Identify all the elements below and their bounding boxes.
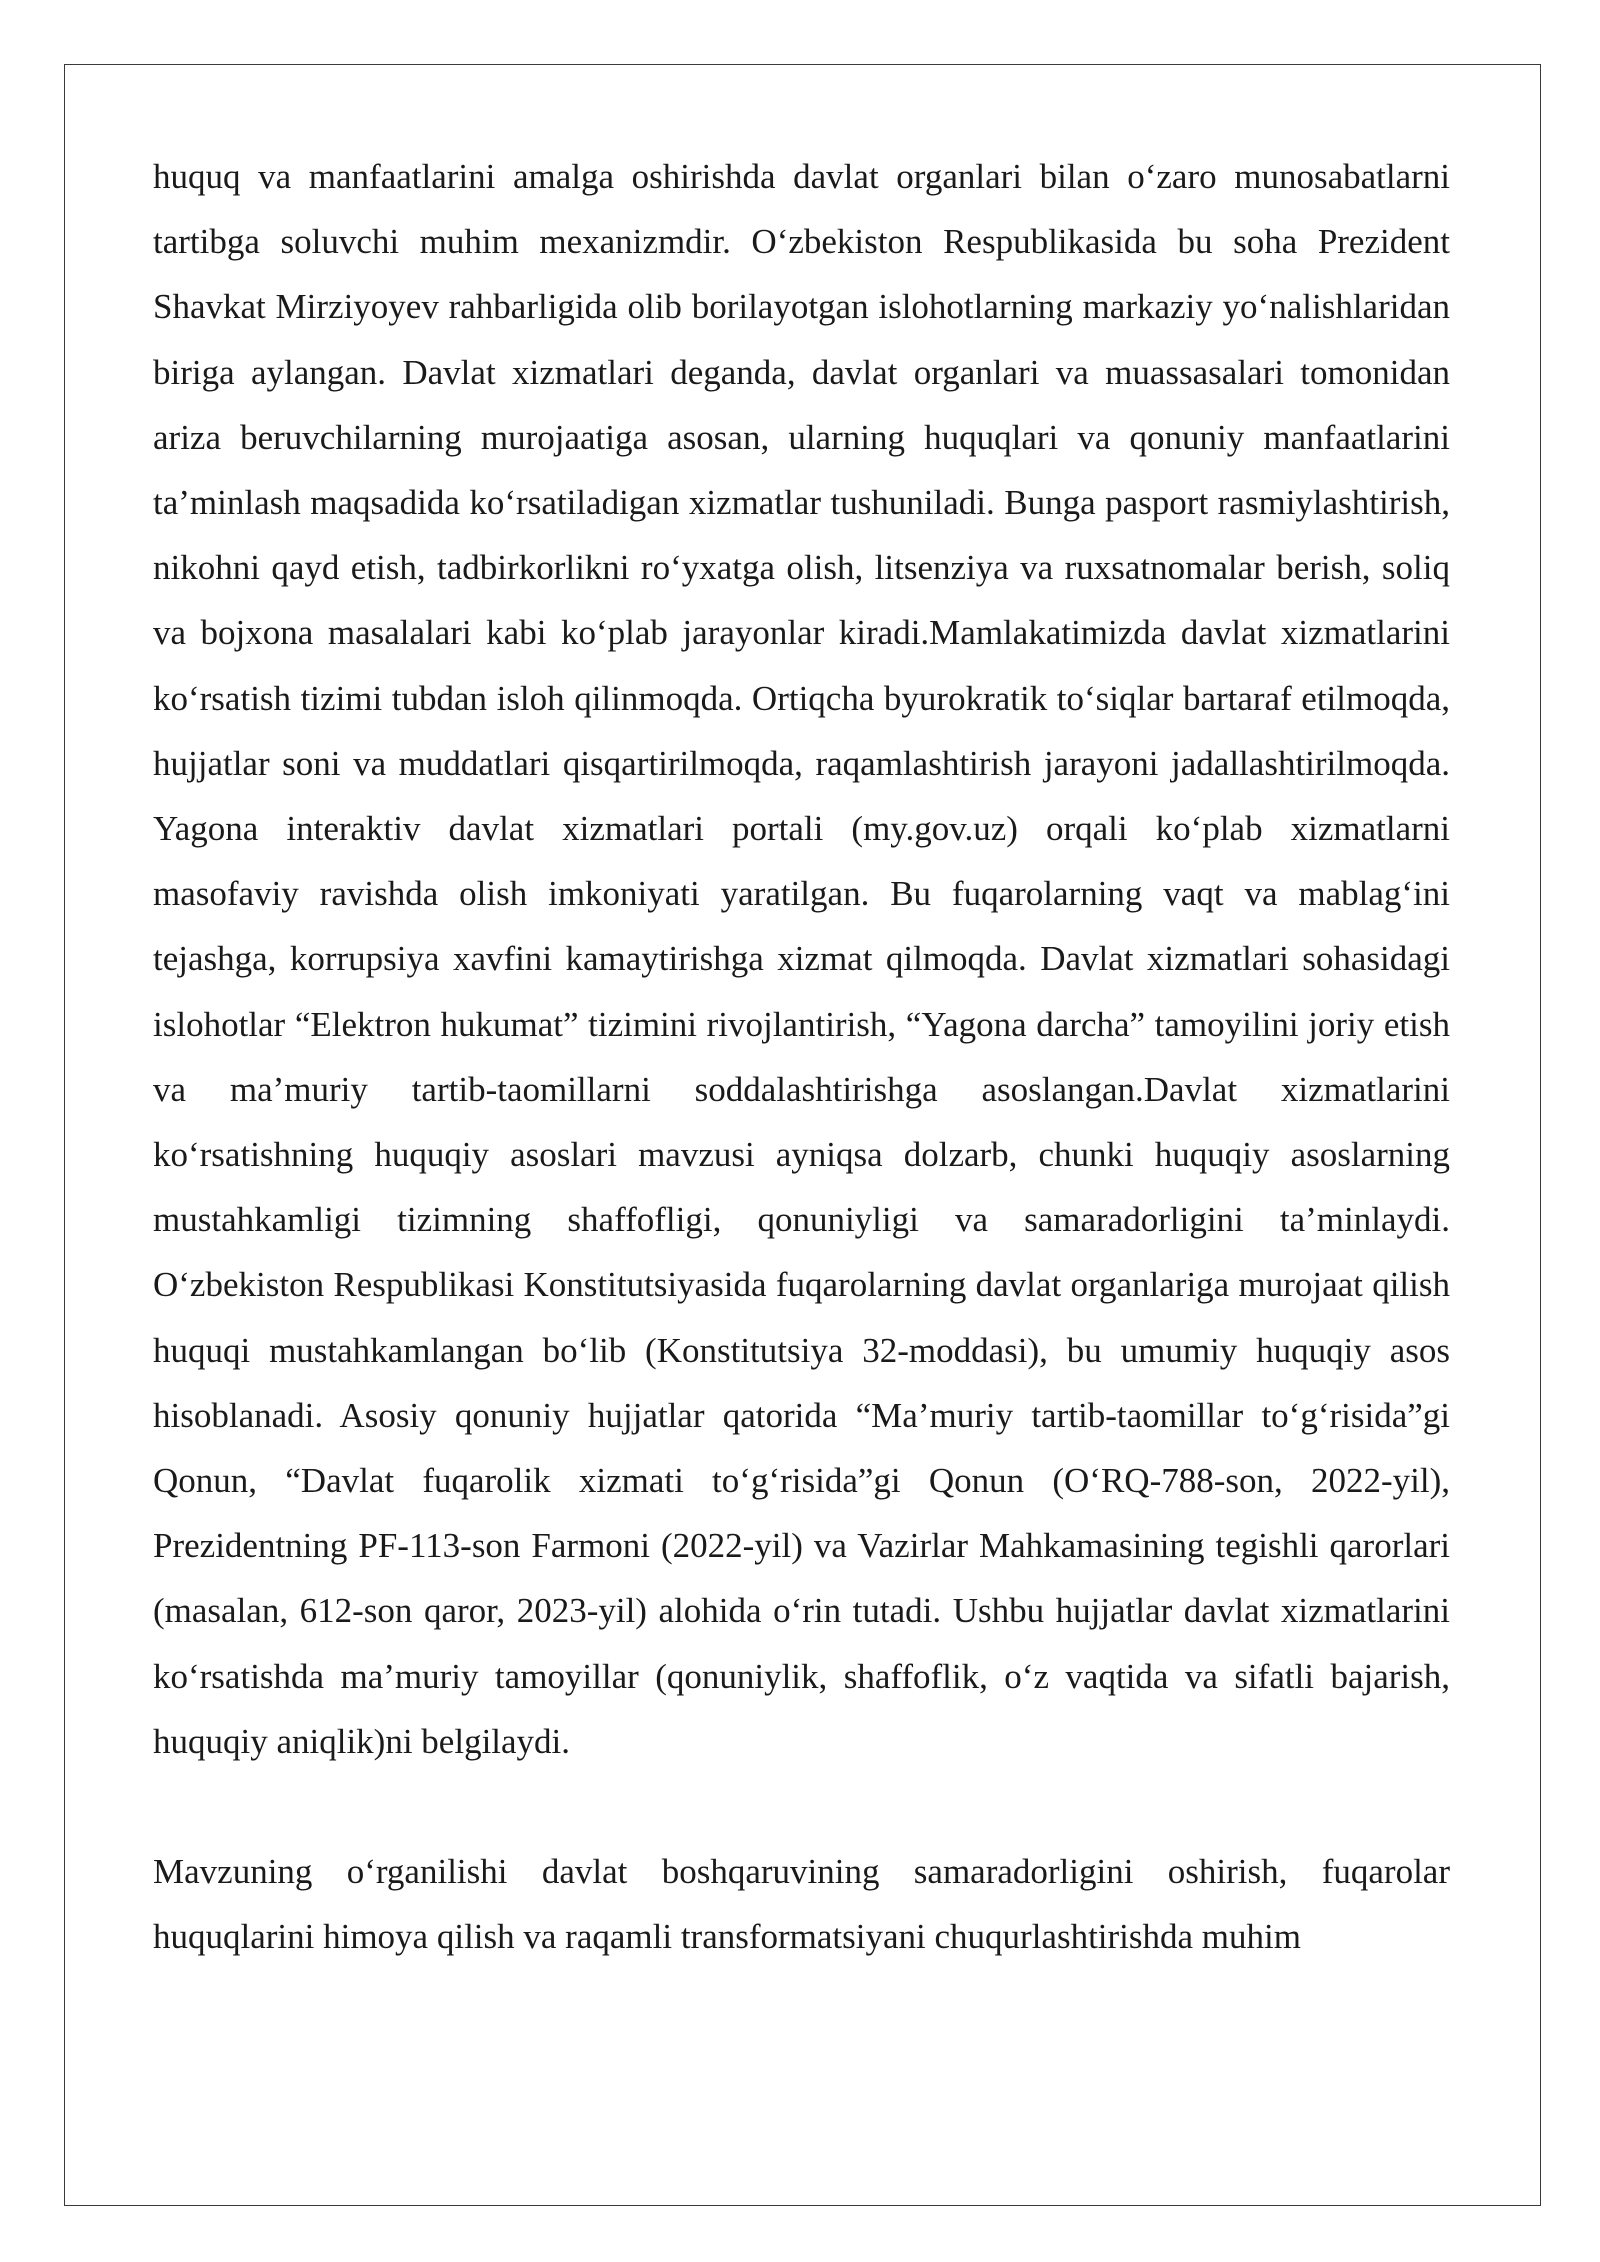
paragraph: huquq va manfaatlarini amalga oshirishda davlat organlari bilan o‘zaro munosabatlarni tartibga soluvchi muhim mexanizmdir. O‘zbekiston Respublikasida bu soha Prezident Shavkat Mirziyoyev rahbarligida olib borilayotgan islohotlarning markaziy yo‘nalishlaridan biriga aylangan. Davlat xizmatlari deganda, davlat organlari va muassasalari tomonidan ariza beruvchilarning murojaatiga asosan, ularning huquqlari va qonuniy manfaatlarini ta’minlash maqsadida ko‘rsatiladigan xizmatlar tushuniladi. Bunga pasport rasmiylashtirish, nikohni qayd etish, tadbirkorlikni ro‘yxatga olish, litsenziya va ruxsatnomalar berish, soliq va bojxona masalalari kabi ko‘plab jarayonlar kiradi.Mamlakatimizda davlat xizmatlarini ko‘rsatish tizimi tubdan isloh qilinmoqda. Ortiqcha byurokratik to‘siqlar bartaraf etilmoqda, hujjatlar soni va muddatlari qisqartirilmoqda, raqamlashtirish jarayoni jadallashtirilmoqda. Yagona interaktiv davlat xizmatlari portali (my.gov.uz) orqali ko‘plab xizmatlarni masofaviy ravishda olish imkoniyati yaratilgan. Bu fuqarolarning vaqt va mablag‘ini tejashga, korrupsiya xavfini kamaytirishga xizmat qilmoqda. Davlat xizmatlari sohasidagi islohotlar “Elektron hukumat” tizimini rivojlantirish, “Yagona darcha” tamoyilini joriy etish va ma’muriy tartib-taomillarni soddalashtirishga asoslangan.Davlat xizmatlarini ko‘rsatishning huquqiy asoslari mavzusi ayniqsa dolzarb, chunki huquqiy asoslarning mustahkamligi tizimning shaffofligi, qonuniyligi va samaradorligini ta’minlaydi. O‘zbekiston Respublikasi Konstitutsiyasida fuqarolarning davlat organlariga murojaat qilish huquqi mustahkamlangan bo‘lib (Konstitutsiya 32-moddasi), bu umumiy huquqiy asos hisoblanadi. Asosiy qonuniy hujjatlar qatorida “Ma’muriy tartib-taomillar to‘g‘risida”gi Qonun, “Davlat fuqarolik xizmati to‘g‘risida”gi Qonun (O‘RQ-788-son, 2022-yil), Prezidentning PF-113-son Farmoni (2022-yil) va Vazirlar Mahkamasining tegishli qarorlari (masalan, 612-son qaror, 2023-yil) alohida o‘rin tutadi. Ushbu hujjatlar davlat xizmatlarini ko‘rsatishda ma’muriy tamoyillar (qonuniylik, shaffoflik, o‘z vaqtida va sifatli bajarish, huquqiy aniqlik)ni belgilaydi. [153,157,1450,1761]
paragraph: Mavzuning o‘rganilishi davlat boshqaruvining samaradorligini oshirish, fuqarolar huquqlarini himoya qilish va raqamli transformatsiyani chuqurlashtirishda muhim [153,1852,1450,1957]
document-body [153,144,1450,1969]
